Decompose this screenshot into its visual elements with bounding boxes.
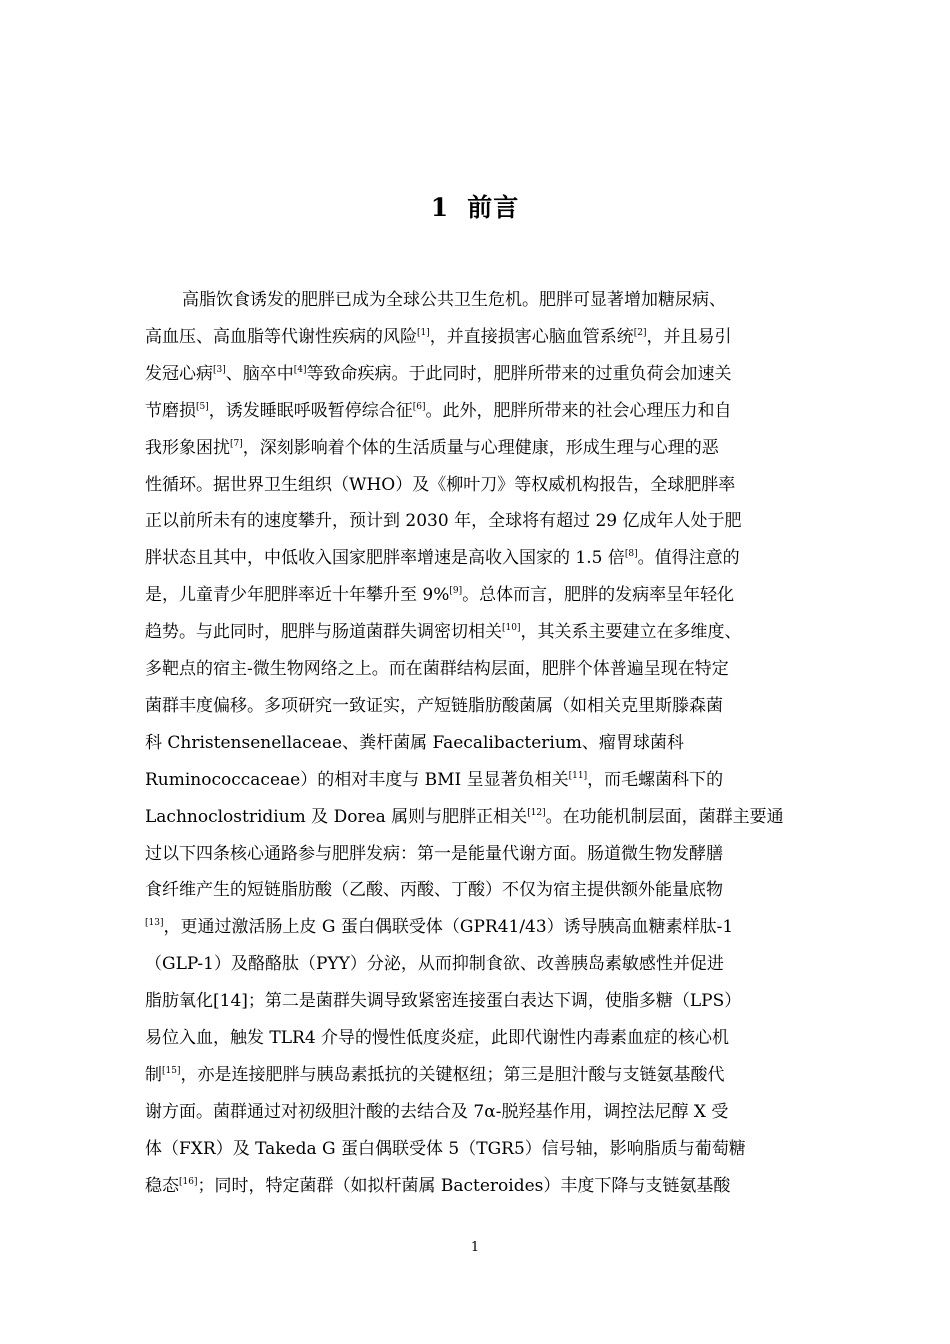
citation-marker: [5] bbox=[196, 401, 209, 412]
text-run: 稳态 bbox=[145, 1175, 179, 1196]
citation-marker: [2] bbox=[633, 327, 647, 338]
section-number: 1 bbox=[430, 193, 450, 222]
body-line bbox=[145, 434, 719, 462]
text-run: 节磨损 bbox=[145, 400, 196, 421]
text-run: Ruminococcaceae）的相对丰度与 BMI 呈显著负相关 bbox=[145, 769, 569, 790]
body-line bbox=[145, 323, 732, 351]
citation-marker: [9] bbox=[449, 586, 463, 597]
body-line bbox=[145, 397, 732, 425]
citation-marker: [15] bbox=[162, 1065, 181, 1076]
text-run: ；同时，特定菌群（如拟杆菌属 Bacteroides）丰度下降与支链氨基酸 bbox=[197, 1175, 731, 1196]
text-run: ，亦是连接肥胖与胰岛素抵抗的关键枢纽；第三是胆汁酸与支链氨基酸代 bbox=[180, 1064, 725, 1085]
text-run: 食纤维产生的短链脂肪酸（乙酸、丙酸、丁酸）不仅为宿主提供额外能量底物 bbox=[145, 880, 723, 901]
text-run: 科 Christensenellaceae、粪杆菌属 Faecalibacterium、瘤胃球菌科 bbox=[145, 732, 684, 753]
text-run: 高血压、高血脂等代谢性疾病的风险 bbox=[145, 326, 417, 347]
body-line bbox=[145, 581, 734, 609]
section-title: 前言 bbox=[467, 193, 520, 222]
body-line bbox=[145, 471, 735, 499]
body-line bbox=[145, 360, 732, 388]
body-line bbox=[145, 692, 723, 720]
citation-marker: [10] bbox=[502, 623, 521, 634]
text-run: （GLP-1）及酪酪肽（PYY）分泌，从而抑制食欲、改善胰岛素敏感性并促进 bbox=[145, 954, 724, 975]
text-run: 是，儿童青少年肥胖率近十年攀升至 9% bbox=[145, 585, 450, 606]
text-run: 、脑卒中 bbox=[225, 363, 294, 384]
text-run: 等致命疾病。于此同时，肥胖所带来的过重负荷会加速关 bbox=[306, 363, 732, 384]
text-run: 过以下四条核心通路参与肥胖发病：第一是能量代谢方面。肠道微生物发酵膳 bbox=[145, 843, 723, 864]
text-run: ，其关系主要建立在多维度、 bbox=[520, 622, 742, 643]
citation-marker: [12] bbox=[527, 807, 546, 818]
citation-marker: [6] bbox=[412, 401, 426, 412]
citation-marker: [16] bbox=[179, 1176, 198, 1187]
text-run: 。值得注意的 bbox=[637, 548, 740, 569]
body-line bbox=[145, 1061, 724, 1089]
citation-marker: [1] bbox=[417, 327, 430, 338]
body-line bbox=[145, 766, 723, 794]
text-run: 我形象困扰 bbox=[145, 437, 230, 458]
body-line bbox=[145, 1098, 728, 1126]
text-run: 性循环。据世界卫生组织（WHO）及《柳叶刀》等权威机构报告，全球肥胖率 bbox=[145, 474, 736, 495]
text-run: Lachnoclostridium 及 Dorea 属则与肥胖正相关 bbox=[145, 806, 528, 827]
text-run: 谢方面。菌群通过对初级胆汁酸的去结合及 7α-脱羟基作用，调控法尼醇 X 受 bbox=[145, 1101, 729, 1122]
text-run: 胖状态且其中，中低收入国家肥胖率增速是高收入国家的 1.5 倍 bbox=[145, 548, 625, 569]
text-run: 菌群丰度偏移。多项研究一致证实，产短链脂肪酸菌属（如相关克里斯滕森菌 bbox=[145, 695, 723, 716]
body-line bbox=[145, 1172, 730, 1200]
text-run: 脂肪氧化[14]；第二是菌群失调导致紧密连接蛋白表达下调，使脂多糖（LPS） bbox=[145, 991, 742, 1012]
body-line bbox=[145, 803, 784, 831]
text-run: 发冠心病 bbox=[145, 363, 213, 384]
citation-marker: [3] bbox=[213, 364, 226, 375]
body-line bbox=[145, 655, 729, 683]
body-line bbox=[145, 876, 723, 904]
text-run: ，更通过激活肠上皮 G 蛋白偶联受体（GPR41/43）诱导胰高血糖素样肽-1 bbox=[163, 917, 734, 938]
body-line bbox=[145, 1135, 746, 1163]
page-number: 1 bbox=[470, 1240, 480, 1255]
text-run: ，深刻影响着个体的生活质量与心理健康，形成生理与心理的恶 bbox=[242, 437, 719, 458]
citation-marker: [7] bbox=[230, 438, 243, 449]
text-run: 。总体而言，肥胖的发病率呈年轻化 bbox=[462, 585, 735, 606]
text-run: 正以前所未有的速度攀升，预计到 2030 年，全球将有超过 29 亿成年人处于肥 bbox=[145, 511, 742, 532]
body-line bbox=[145, 987, 741, 1015]
body-line bbox=[145, 507, 742, 535]
body-line bbox=[145, 729, 684, 757]
body-line bbox=[145, 618, 741, 646]
text-run: 制 bbox=[145, 1064, 162, 1085]
body-line bbox=[145, 544, 740, 572]
text-run: 易位入血，触发 TLR4 介导的慢性低度炎症，此即代谢性内毒素血症的核心机 bbox=[145, 1028, 730, 1048]
text-run: 。在功能机制层面，菌群主要通 bbox=[545, 806, 784, 827]
text-run: 多靶点的宿主-微生物网络之上。而在菌群结构层面，肥胖个体普遍呈现在特定 bbox=[145, 659, 729, 679]
text-run: ，并且易引 bbox=[646, 326, 732, 347]
body-line bbox=[182, 286, 726, 314]
text-run: ，诱发睡眠呼吸暂停综合征 bbox=[208, 400, 413, 421]
body-line bbox=[145, 950, 724, 978]
body-line bbox=[145, 1024, 729, 1052]
citation-marker: [11] bbox=[568, 770, 588, 781]
text-run: 趋势。与此同时，肥胖与肠道菌群失调密切相关 bbox=[145, 622, 502, 643]
text-run: 高脂饮食诱发的肥胖已成为全球公共卫生危机。肥胖可显著增加糖尿病、 bbox=[182, 290, 726, 310]
body-line bbox=[145, 840, 723, 868]
body-line bbox=[145, 913, 733, 941]
text-run: 体（FXR）及 Takeda G 蛋白偶联受体 5（TGR5）信号轴，影响脂质与葡萄糖 bbox=[145, 1138, 746, 1159]
text-run: ，并直接损害心脑血管系统 bbox=[429, 326, 634, 347]
text-run: 。此外，肥胖所带来的社会心理压力和自 bbox=[425, 400, 732, 421]
citation-marker: [4] bbox=[293, 364, 307, 375]
text-run: ，而毛螺菌科下的 bbox=[587, 769, 724, 790]
citation-marker: [13] bbox=[145, 918, 164, 929]
citation-marker: [8] bbox=[624, 549, 638, 560]
